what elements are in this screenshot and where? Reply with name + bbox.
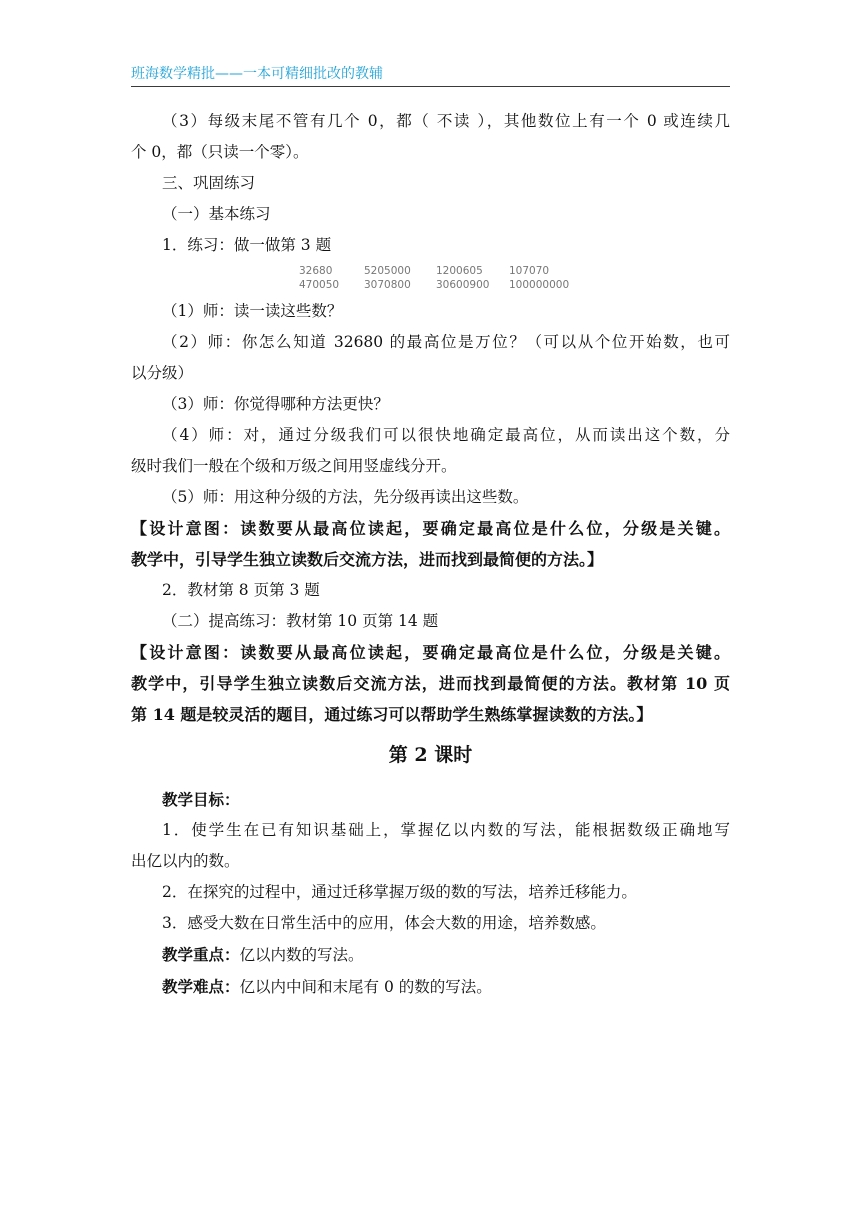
paragraph: 3．感受大数在日常生活中的应用，体会大数的用途，培养数感。 [162,914,606,932]
paragraph: 以分级） [131,364,194,382]
paragraph: （2）师：你怎么知道 32680 的最高位是万位？（可以从个位开始数，也可 [162,333,730,351]
difficulty-text: 亿以内中间和末尾有 0 的数的写法。 [239,978,492,996]
key-point-text: 亿以内数的写法。 [239,946,364,964]
paragraph: （3）师：你觉得哪种方法更快？ [162,395,389,413]
number-cell: 1200605 [436,265,483,277]
lesson-title: 第 2 课时 [388,744,473,766]
document-body [131,106,730,1003]
paragraph: 1．使学生在已有知识基础上，掌握亿以内数的写法，能根据数级正确地写 [162,821,730,839]
difficulty-label: 教学难点： [162,977,240,996]
design-intent-note: 【设计意图：读数要从最高位读起，要确定最高位是什么位，分级是关键。 [131,643,730,662]
key-point-label: 教学重点： [162,945,240,964]
design-intent-note: 【设计意图：读数要从最高位读起，要确定最高位是什么位，分级是关键。 [131,519,730,538]
paragraph: （3）每级末尾不管有几个 0，都（ 不读 ），其他数位上有一个 0 或连续几 [162,112,730,130]
number-cell: 5205000 [364,265,411,277]
section-heading: 三、巩固练习 [162,174,256,192]
paragraph: （4）师：对，通过分级我们可以很快地确定最高位，从而读出这个数，分 [162,426,730,444]
paragraph: 1．练习：做一做第 3 题 [162,236,332,254]
goal-label: 教学目标： [162,790,240,809]
number-cell: 32680 [299,265,333,277]
subsection-heading: （二）提高练习：教材第 10 页第 14 题 [162,612,439,630]
paragraph: 2．在探究的过程中，通过迁移掌握万级的数的写法，培养迁移能力。 [162,883,637,901]
header-divider [131,86,730,87]
number-cell: 107070 [509,265,550,277]
paragraph: 2．教材第 8 页第 3 题 [162,581,320,599]
number-cell: 470050 [299,279,340,291]
key-point-line [131,939,730,971]
paragraph: （1）师：读一读这些数？ [162,302,343,320]
page-header: 班海数学精批——一本可精细批改的教辅 [131,66,383,82]
paragraph: 级时我们一般在个级和万级之间用竖虚线分开。 [131,457,457,475]
subsection-heading: （一）基本练习 [162,205,271,223]
number-cell: 100000000 [509,279,570,291]
paragraph: 个 0，都（只读一个零）。 [131,143,309,161]
design-intent-note: 教学中，引导学生独立读数后交流方法，进而找到最简便的方法。教材第 10 页 [131,674,730,693]
number-table-image [299,264,730,292]
number-row [299,264,730,278]
number-row [299,278,730,292]
design-intent-note: 第 14 题是较灵活的题目，通过练习可以帮助学生熟练掌握读数的方法。】 [131,705,653,724]
design-intent-note: 教学中，引导学生独立读数后交流方法，进而找到最简便的方法。】 [131,550,604,569]
paragraph: （5）师：用这种分级的方法，先分级再读出这些数。 [162,488,529,506]
number-cell: 3070800 [364,279,411,291]
difficulty-line [131,971,730,1003]
number-cell: 30600900 [436,279,490,291]
paragraph: 出亿以内的数。 [131,852,240,870]
